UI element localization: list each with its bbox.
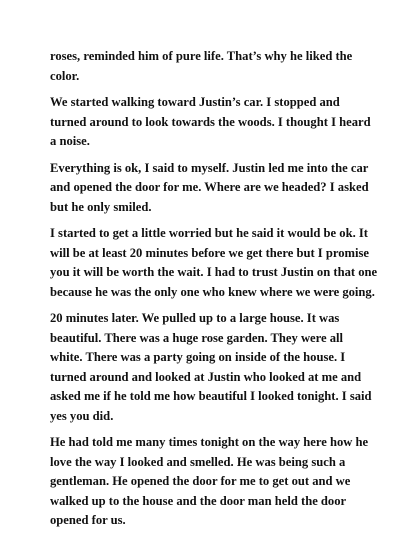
text-line: I started to get a little worried but he said it would be ok. It xyxy=(50,226,368,240)
text-line: will be at least 20 minutes before we get there but I promise xyxy=(50,245,370,260)
text-line: color. xyxy=(50,68,80,83)
text-line: but he only smiled. xyxy=(50,199,152,214)
text-line: turned around and looked at Justin who looked at me and xyxy=(50,369,362,384)
text-line: a noise. xyxy=(50,134,90,148)
text-line: gentleman. He opened the door for me to get out and we xyxy=(50,474,351,488)
text-line: because he was the only one who knew where we were going. xyxy=(50,284,375,299)
text-line: We started walking toward Justin’s car. I stopped and xyxy=(50,95,340,109)
text-line: opened for us. xyxy=(50,513,126,527)
text-line: and opened the door for me. Where are we headed? I asked xyxy=(50,180,369,194)
text-line: roses, reminded him of pure life. That’s why he liked the xyxy=(50,49,353,63)
paragraph-1 xyxy=(50,47,380,86)
paragraph-6 xyxy=(50,433,380,531)
paragraph-5 xyxy=(50,309,380,426)
text-line: love the way I looked and smelled. He was being such a xyxy=(50,454,346,469)
text-line: He had told me many times tonight on the way here how he xyxy=(50,435,369,449)
text-line: walked up to the house and the door man held the door xyxy=(50,493,347,508)
document-body xyxy=(50,47,380,538)
text-line: white. There was a party going on inside of the house. I xyxy=(50,350,346,364)
text-line: 20 minutes later. We pulled up to a large house. It was xyxy=(50,311,340,325)
text-line: yes you did. xyxy=(50,408,114,423)
text-line: Everything is ok, I said to myself. Justin led me into the car xyxy=(50,160,369,175)
paragraph-3 xyxy=(50,159,380,218)
paragraph-4 xyxy=(50,224,380,302)
text-line: turned around to look towards the woods. I thought I heard xyxy=(50,114,371,129)
text-line: beautiful. There was a huge rose garden. They were all xyxy=(50,330,344,345)
paragraph-2 xyxy=(50,93,380,152)
text-line: asked me if he told me how beautiful I looked tonight. I said xyxy=(50,389,372,403)
text-line: you it will be worth the wait. I had to trust Justin on that one xyxy=(50,265,378,279)
